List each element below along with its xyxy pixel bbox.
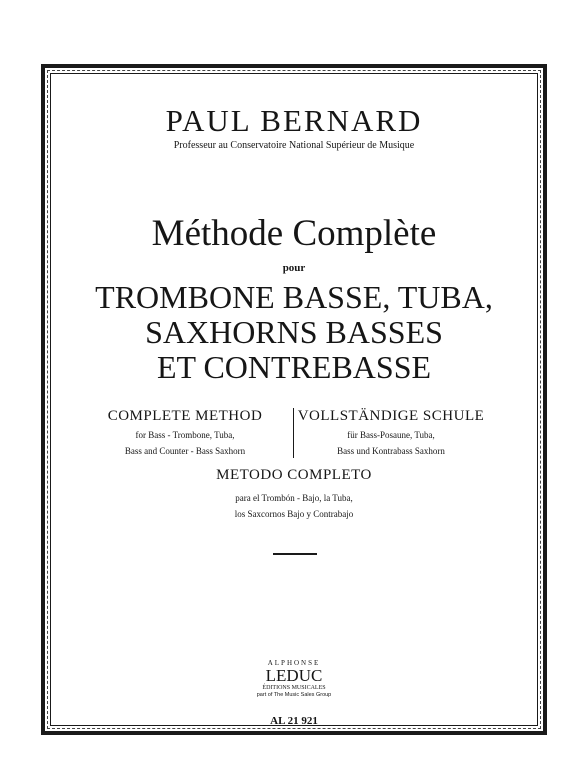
instrument-line-1: TROMBONE BASSE, TUBA, (95, 279, 493, 315)
catalog-number: AL 21 921 (270, 715, 318, 727)
german-line-1: für Bass-Posaune, Tuba, (347, 430, 435, 440)
instrument-line-2: SAXHORNS BASSES (145, 314, 443, 350)
english-heading: COMPLETE METHOD (107, 408, 263, 424)
spanish-line-2: los Saxcornos Bajo y Contrabajo (234, 509, 354, 519)
author-name: PAUL BERNARD (165, 103, 423, 138)
spanish-heading: METODO COMPLETO (216, 467, 372, 483)
german-line-2: Bass und Kontrabass Saxhorn (337, 446, 445, 456)
method-connector: pour (282, 262, 306, 274)
separator-rule (273, 553, 317, 555)
publisher-line-3: ÉDITIONS MUSICALES (262, 685, 326, 691)
decorative-border (41, 64, 547, 735)
column-divider (293, 408, 294, 458)
english-line-1: for Bass - Trombone, Tuba, (135, 430, 235, 440)
instrument-line-3: ET CONTREBASSE (156, 349, 432, 385)
author-title: Professeur au Conservatoire National Supérieur de Musique (173, 140, 415, 151)
publisher-line-4: part of The Music Sales Group (256, 692, 332, 698)
english-title-block (95, 405, 275, 459)
publisher-line-1: ALPHONSE (267, 659, 321, 667)
german-heading: VOLLSTÄNDIGE SCHULE (297, 408, 485, 424)
spanish-line-1: para el Trombón - Bajo, la Tuba, (235, 493, 353, 503)
english-line-2: Bass and Counter - Bass Saxhorn (124, 446, 246, 456)
german-title-block (296, 405, 486, 459)
publisher-logo: LEDUC (265, 666, 323, 685)
method-title: Méthode Complète (151, 213, 437, 254)
